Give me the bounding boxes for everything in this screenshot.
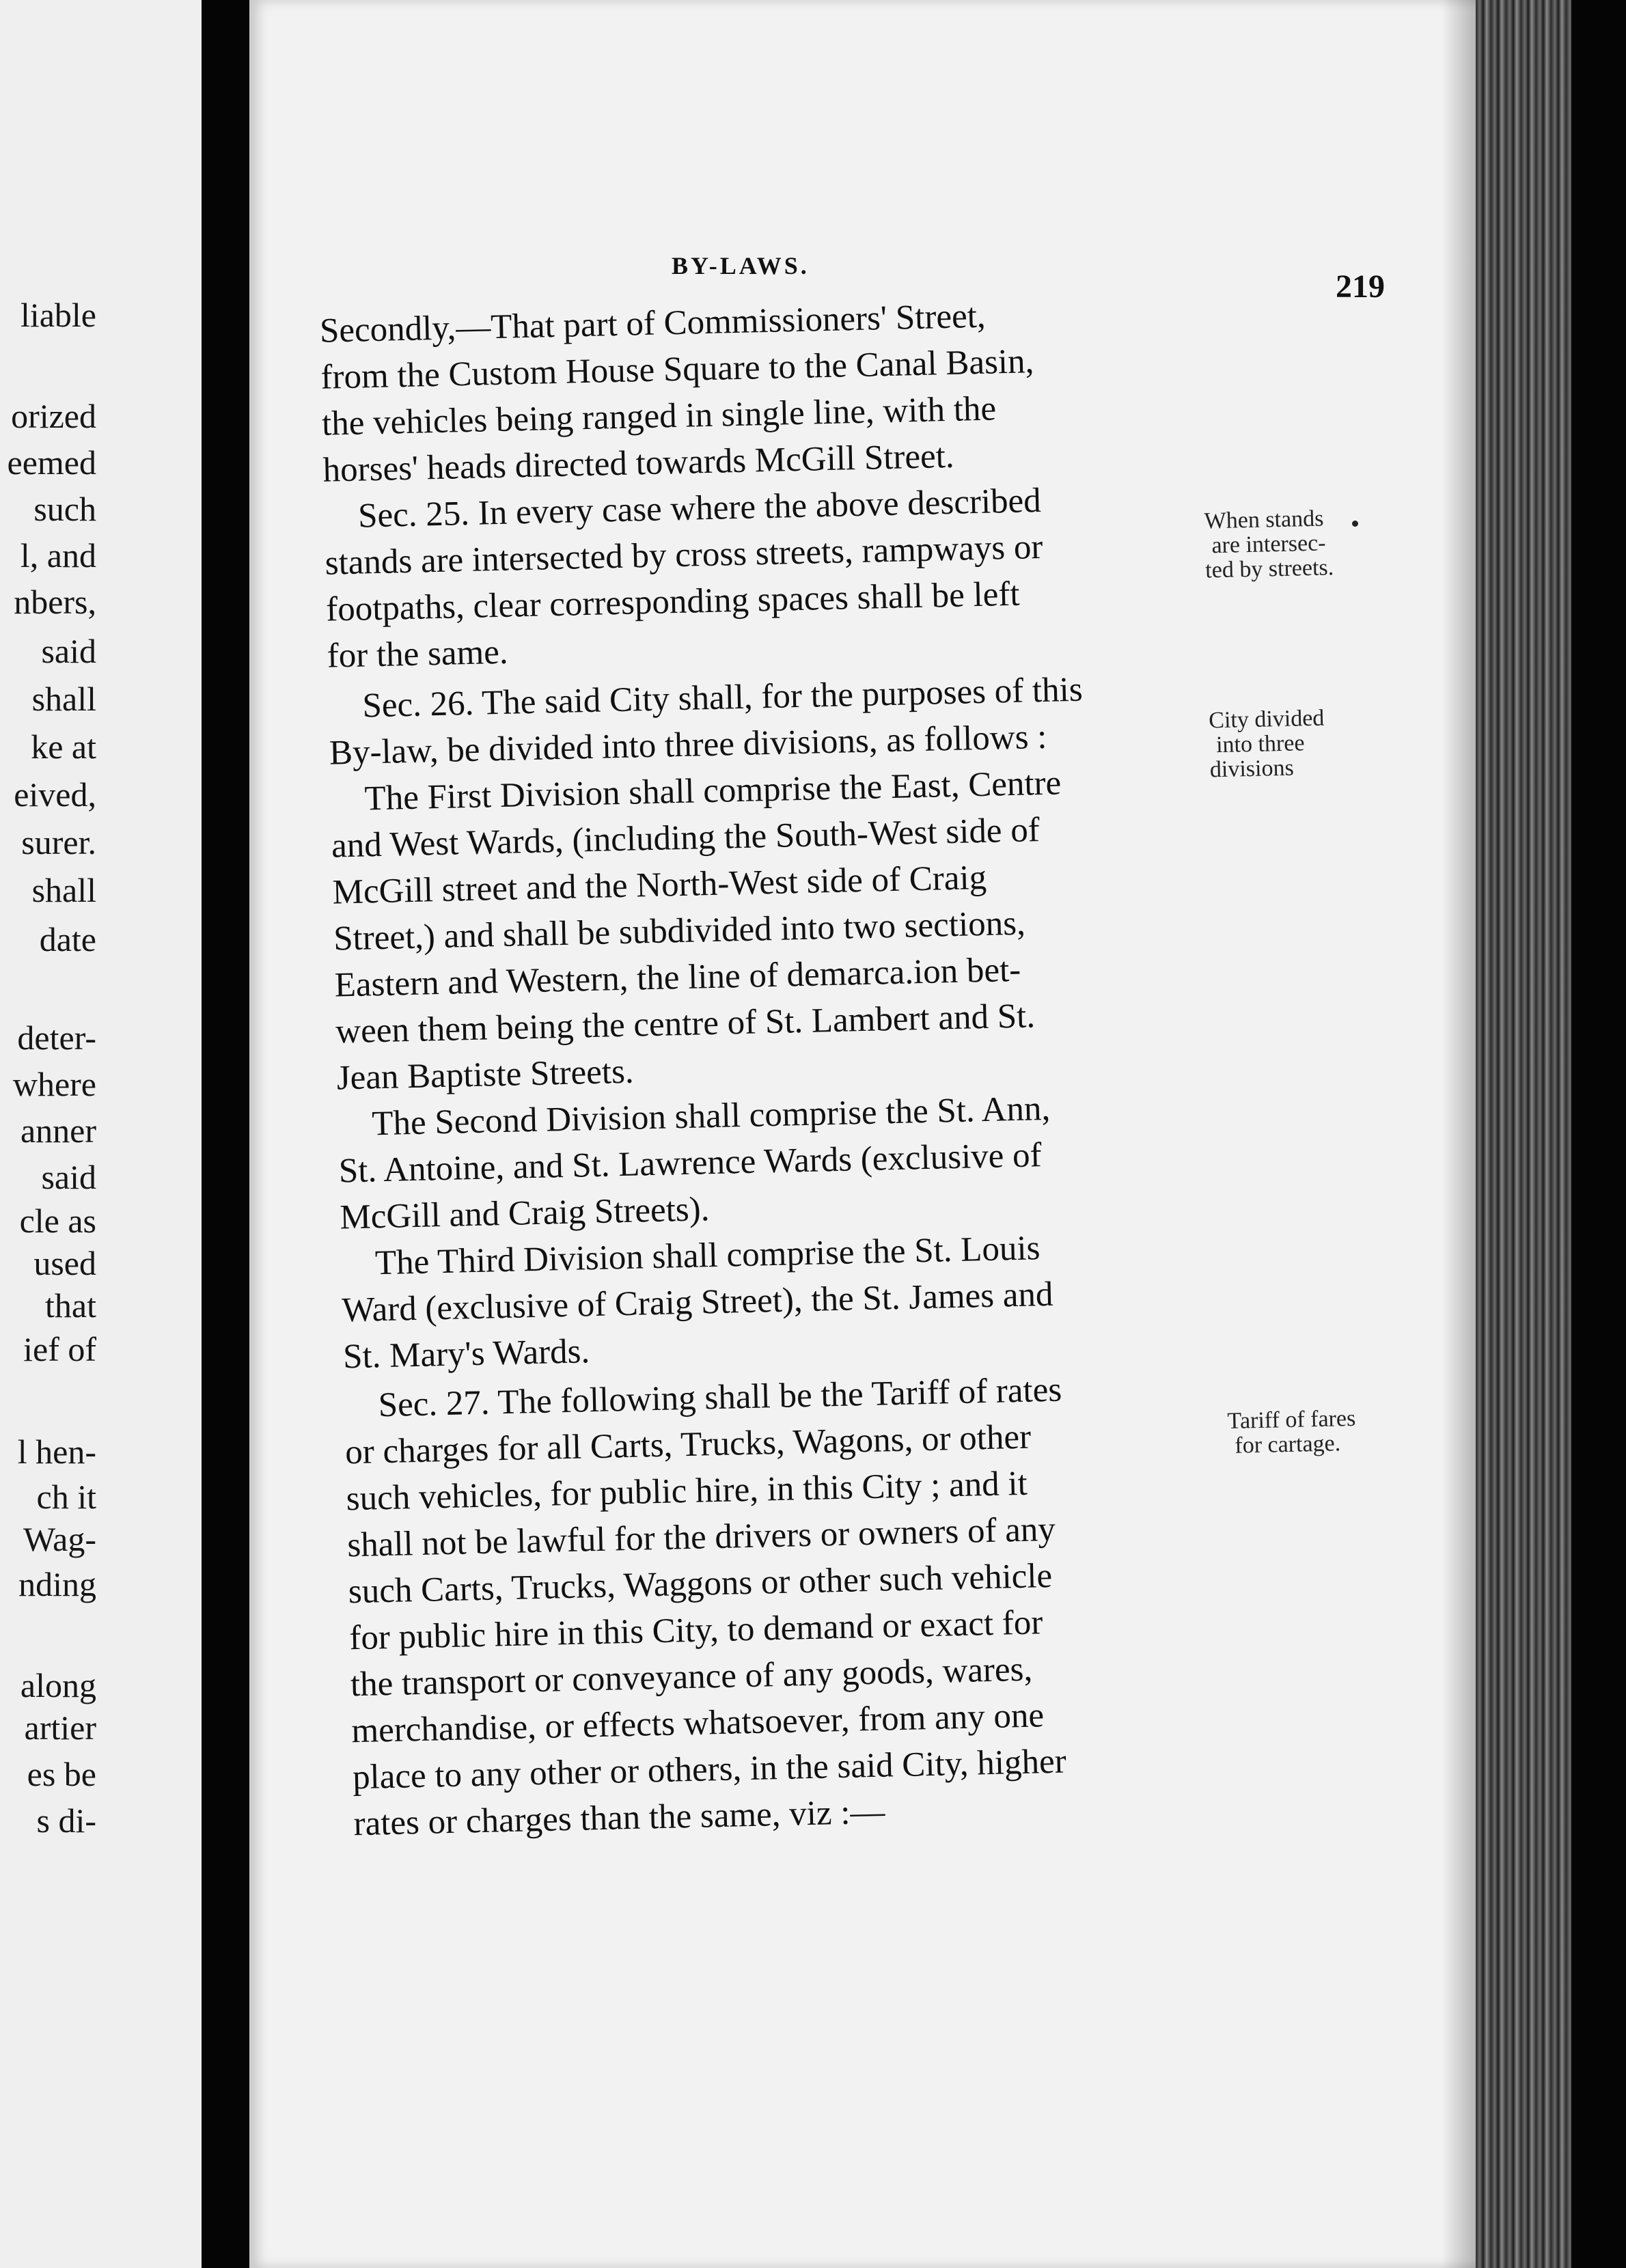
text-line: the transport or conveyance of any goods, wares, (350, 1650, 1033, 1704)
text-line: or charges for all Carts, Trucks, Wagons, or other (344, 1418, 1032, 1472)
left-page-text-line: anner (20, 1111, 96, 1150)
left-page-text-line: ke at (31, 728, 96, 766)
left-page-text-line: along (20, 1666, 96, 1704)
left-page-text-line: liable (20, 296, 96, 334)
text-line: such vehicles, for public hire, in this City ; and it (346, 1464, 1028, 1519)
text-line: Eastern and Western, the line of demarca.ion bet- (334, 950, 1021, 1005)
left-page-text-line: l hen- (17, 1433, 96, 1471)
left-page-text-line: ch it (36, 1478, 96, 1516)
left-page-text-line: s di- (36, 1801, 96, 1840)
left-page-text-line: orized (11, 397, 96, 435)
text-line: footpaths, clear corresponding spaces shall be left (325, 575, 1021, 629)
text-line: from the Custom House Square to the Canal Basin, (320, 342, 1034, 397)
text-line: McGill street and the North-West side of Craig (332, 858, 987, 912)
text-line: St. Mary's Wards. (342, 1332, 590, 1377)
text-line: such Carts, Trucks, Waggons or other such vehicle (348, 1556, 1053, 1612)
text-line: shall not be lawful for the drivers or owners of any (346, 1510, 1056, 1565)
text-line: and West Wards, (including the South-West side of (331, 811, 1041, 866)
left-page-text-line: ief of (23, 1330, 96, 1368)
margin-note: City divided (1208, 705, 1325, 734)
text-line: rates or charges than the same, viz :— (353, 1793, 886, 1844)
text-line: Sec. 27. The following shall be the Tariff of rates (378, 1370, 1062, 1425)
page-number: 219 (1336, 268, 1385, 305)
margin-note: ted by streets. (1204, 555, 1334, 583)
left-page-text-line: es be (27, 1755, 96, 1793)
text-line: place to any other or others, in the said City, higher (352, 1742, 1067, 1797)
left-page-text-line: nbers, (14, 583, 96, 621)
facing-left-page (0, 0, 202, 2268)
text-line: The First Division shall comprise the East, Centre (363, 764, 1062, 818)
left-page-text-line: nding (18, 1565, 96, 1603)
text-line: St. Antoine, and St. Lawrence Wards (exclusive of (338, 1136, 1043, 1191)
text-line: The Second Division shall comprise the St. Ann, (371, 1089, 1051, 1144)
text-line: for public hire in this City, to demand or exact for (348, 1603, 1043, 1658)
text-line: ween them being the centre of St. Lambert and St. (335, 997, 1036, 1051)
left-page-text-line: eived, (14, 775, 96, 814)
text-line: Secondly,—That part of Commissioners' Street, (319, 296, 987, 350)
left-page-text-line: Wag- (23, 1520, 96, 1558)
text-line: horses' heads directed towards McGill Street. (322, 437, 955, 490)
body-text (249, 0, 1517, 2267)
left-page-text-line: eemed (7, 443, 96, 482)
left-page-text-line: deter- (17, 1019, 96, 1057)
running-header: BY-LAWS. (672, 252, 810, 279)
left-page-text-line: l, and (20, 536, 96, 575)
text-line: The Third Division shall comprise the St. Louis (374, 1229, 1041, 1283)
margin-note: Tariff of fares (1227, 1405, 1356, 1435)
left-page-text-line: used (33, 1244, 96, 1282)
text-line: stands are intersected by cross streets, rampways or (325, 527, 1043, 583)
text-line: merchandise, or effects whatsoever, from any one (350, 1696, 1045, 1751)
left-page-text-line: artier (24, 1709, 96, 1747)
left-page-text-line: where (12, 1065, 96, 1103)
margin-note: When stands (1204, 506, 1324, 534)
margin-note: into three (1215, 730, 1305, 758)
left-page-text-line: shall (31, 871, 96, 909)
left-page-text-line: cle as (19, 1202, 96, 1240)
left-page-text-line: such (33, 490, 96, 528)
text-line: McGill and Craig Streets). (339, 1190, 711, 1237)
text-line: Sec. 25. In every case where the above described (357, 481, 1042, 536)
margin-note: for cartage. (1234, 1430, 1341, 1458)
margin-note: are intersec- (1211, 530, 1326, 559)
text-line: the vehicles being ranged in single line, with the (321, 389, 997, 443)
left-page-text-line: surer. (21, 823, 96, 861)
text-line: for the same. (327, 633, 509, 676)
text-line: Ward (exclusive of Craig Street), the St. James and (341, 1275, 1054, 1330)
left-page-text-line: said (41, 1158, 96, 1196)
left-page-text-line: date (39, 920, 96, 958)
margin-note: divisions (1209, 755, 1295, 783)
page-219 (249, 0, 1571, 2268)
text-line: Street,) and shall be subdivided into two sections, (333, 904, 1026, 958)
text-line: By-law, be divided into three divisions, as follows : (329, 717, 1047, 773)
left-page-text-line: shall (31, 680, 96, 718)
left-page-text-line: said (41, 632, 96, 670)
left-page-text-line: that (45, 1286, 96, 1325)
text-line: Sec. 26. The said City shall, for the purposes of this (361, 670, 1084, 725)
text-line: Jean Baptiste Streets. (336, 1052, 635, 1098)
